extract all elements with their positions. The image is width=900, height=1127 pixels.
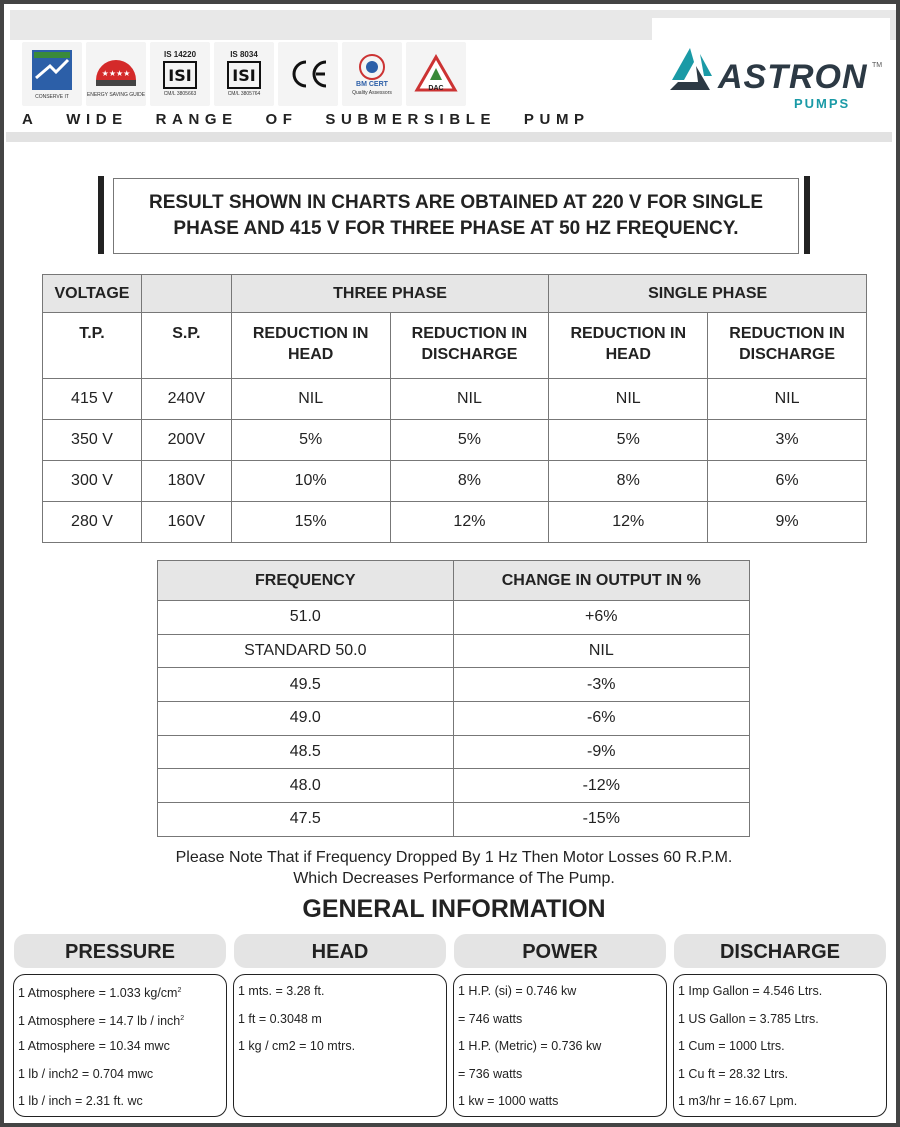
list-item: = 746 watts xyxy=(458,1011,523,1026)
header xyxy=(10,10,896,136)
test-conditions-note: RESULT SHOWN IN CHARTS ARE OBTAINED AT 220 V FOR SINGLE PHASE AND 415 V FOR THREE PHASE AT 50 HZ FREQUENCY. xyxy=(113,178,799,254)
power-box xyxy=(453,974,667,1117)
tp-reduction-head-header: REDUCTION IN HEAD xyxy=(231,313,390,379)
table-row: 415 V 240V NIL NIL NIL NIL xyxy=(43,379,867,420)
note-bar-right xyxy=(804,176,810,254)
list-item: 1 ft = 0.3048 m xyxy=(238,1011,322,1026)
list-item: 1 Cum = 1000 Ltrs. xyxy=(678,1039,785,1053)
brand-logo xyxy=(652,18,890,130)
voltage-header: VOLTAGE xyxy=(43,275,142,313)
bee-logo: CONSERVE IT xyxy=(22,42,82,106)
list-item: 1 m3/hr = 16.67 Lpm. xyxy=(678,1094,798,1108)
list-item: 1 lb / inch2 = 0.704 mwc xyxy=(18,1066,154,1081)
list-item: 1 Atmosphere = 10.34 mwc xyxy=(18,1039,170,1053)
sp-header: S.P. xyxy=(141,313,231,379)
isi-14220-logo: IS 14220 ISI CM/L 3805663 xyxy=(150,42,210,106)
general-information-title: GENERAL INFORMATION xyxy=(302,895,606,923)
dac-logo: DAC xyxy=(406,42,466,106)
brand-name: ASTRON xyxy=(718,58,868,96)
list-item: 1 kg / cm2 = 10 mtrs. xyxy=(238,1039,356,1053)
table-row: STANDARD 50.0 NIL xyxy=(158,634,750,668)
tagline: A WIDE RANGE OF SUBMERSIBLE PUMP xyxy=(22,111,590,128)
list-item: 1 kw = 1000 watts xyxy=(458,1094,559,1108)
list-item: 1 lb / inch = 2.31 ft. wc xyxy=(18,1094,143,1108)
list-item: = 736 watts xyxy=(458,1066,523,1081)
frequency-header: FREQUENCY xyxy=(158,561,454,601)
sp-reduction-discharge-header: REDUCTION IN DISCHARGE xyxy=(708,313,867,379)
pressure-header: PRESSURE xyxy=(14,934,226,968)
table-row: 49.0 -6% xyxy=(158,702,750,736)
voltage-header-blank xyxy=(141,275,231,313)
svg-text:★★★★: ★★★★ xyxy=(101,69,131,78)
pressure-box xyxy=(13,974,227,1117)
discharge-box xyxy=(673,974,887,1117)
table-row: 48.0 -12% xyxy=(158,769,750,803)
bmcert-logo: BM CERT Quality Assessors xyxy=(342,42,402,106)
list-item: 1 US Gallon = 3.785 Ltrs. xyxy=(678,1011,819,1026)
note-bar-left xyxy=(98,176,104,254)
frequency-table xyxy=(157,560,750,837)
voltage-table xyxy=(42,274,867,543)
list-item: 1 Atmosphere = 14.7 lb / inch$^2$ xyxy=(18,1013,185,1028)
tp-header: T.P. xyxy=(43,313,142,379)
list-item: 1 Atmosphere = 1.033 $kg/cm^2$ xyxy=(18,986,182,1001)
head-header: HEAD xyxy=(234,934,446,968)
list-item: 1 Cu ft = 28.32 Ltrs. xyxy=(678,1066,789,1081)
energy-star-logo: ★★★★ ENERGY SAVING GUIDE xyxy=(86,42,146,106)
trademark: TM xyxy=(872,62,883,69)
table-row: 48.5 -9% xyxy=(158,735,750,769)
isi-8034-logo: IS 8034 ISI CM/L 3805764 xyxy=(214,42,274,106)
table-row: 49.5 -3% xyxy=(158,668,750,702)
tp-reduction-discharge-header: REDUCTION IN DISCHARGE xyxy=(390,313,549,379)
brand-subtitle: PUMPS xyxy=(794,96,851,111)
frequency-note: Please Note That if Frequency Dropped By 1 Hz Then Motor Losses 60 R.P.M. Which Decreases Performance of The Pump. xyxy=(175,849,733,887)
table-row: 350 V 200V 5% 5% 5% 3% xyxy=(43,420,867,461)
single-phase-header: SINGLE PHASE xyxy=(549,275,867,313)
power-header: POWER xyxy=(454,934,666,968)
list-item: 1 H.P. (si) = 0.746 kw xyxy=(458,984,577,998)
header-bottom-band xyxy=(6,132,892,142)
table-row: 280 V 160V 15% 12% 12% 9% xyxy=(43,502,867,543)
svg-text:ISI: ISI xyxy=(168,66,192,85)
certification-logos xyxy=(22,42,466,106)
three-phase-header: THREE PHASE xyxy=(231,275,549,313)
table-row: 47.5 -15% xyxy=(158,803,750,837)
table-row: 51.0 +6% xyxy=(158,601,750,635)
ce-logo xyxy=(278,42,338,106)
list-item: 1 mts. = 3.28 ft. xyxy=(238,984,325,998)
astron-mark-icon xyxy=(666,46,718,96)
sp-reduction-head-header: REDUCTION IN HEAD xyxy=(549,313,708,379)
table-row: 300 V 180V 10% 8% 8% 6% xyxy=(43,461,867,502)
svg-text:ISI: ISI xyxy=(232,66,256,85)
head-box xyxy=(233,974,447,1117)
list-item: 1 Imp Gallon = 4.546 Ltrs. xyxy=(678,984,823,998)
list-item: 1 H.P. (Metric) = 0.736 kw xyxy=(458,1039,602,1053)
discharge-header: DISCHARGE xyxy=(674,934,886,968)
change-output-header: CHANGE IN OUTPUT IN % xyxy=(453,561,749,601)
